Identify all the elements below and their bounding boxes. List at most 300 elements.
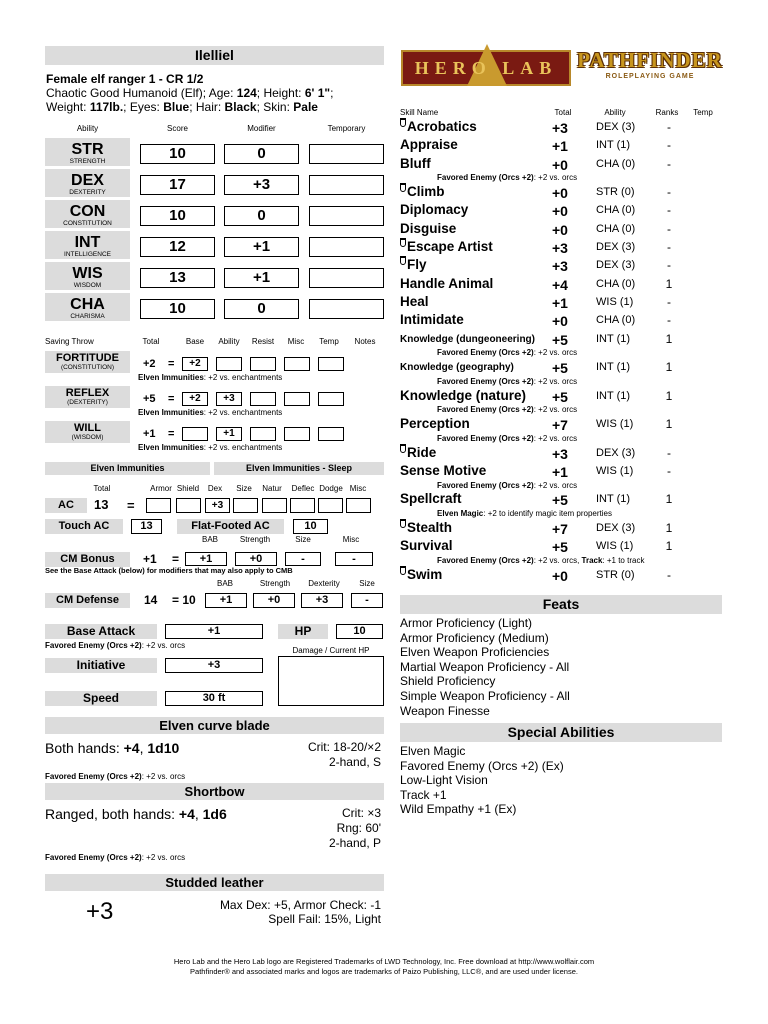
skill-total: +0 [552, 313, 568, 330]
weapon-attack-bonus: +4 [178, 806, 195, 822]
weapon-attack-line-elven-curve-blade [45, 740, 179, 756]
ability-full-name: DEXTERITY [69, 189, 106, 196]
save-header-notes: Notes [354, 337, 376, 346]
special-ability-item: Elven Magic [400, 744, 466, 758]
save-temp-will[interactable] [318, 427, 344, 441]
armor-check-penalty-icon [400, 566, 406, 575]
ability-abbr: CHA [70, 296, 105, 313]
cmd-size-box: - [351, 593, 383, 608]
weapon-handedness-shortbow: 2-hand, P [328, 836, 381, 850]
save-ability-fortitude [216, 357, 242, 371]
skill-note-knowledge-geography [437, 377, 577, 386]
ability-score-int: 12 [140, 237, 215, 257]
armor-stats-line-2: Spell Fail: 15%, Light [268, 912, 381, 926]
skill-name [400, 221, 456, 236]
weapon-note-text: : +2 vs. orcs [141, 853, 186, 862]
skill-name [400, 257, 427, 272]
skill-row-knowledge-nature [400, 388, 730, 406]
skill-name-text: Stealth [407, 519, 453, 535]
feat-item: Shield Proficiency [400, 674, 496, 689]
ability-score-wis: 13 [140, 268, 215, 288]
ability-score-dex: 17 [140, 175, 215, 195]
skill-name [400, 445, 436, 460]
skill-ability: INT (1) [596, 493, 631, 506]
save-note-will [138, 443, 282, 452]
save-total-fortitude: +2 [143, 358, 156, 370]
skill-name [400, 463, 486, 478]
armor-title: Studded leather [45, 874, 384, 891]
weapon-hands: Ranged, both hands: [45, 806, 179, 822]
skill-name [400, 312, 464, 327]
damage-current-hp-caption: Damage / Current HP [292, 646, 370, 655]
skill-name-text: Appraise [400, 137, 458, 153]
skill-note-text: : +2 vs. orcs [533, 173, 578, 183]
armor-check-penalty-icon [400, 183, 406, 192]
skill-total: +1 [552, 138, 568, 155]
skill-name [400, 239, 493, 254]
armor-check-penalty-icon [400, 256, 406, 265]
skill-row-spellcraft [400, 491, 730, 509]
skill-note-bluff [437, 173, 577, 182]
skill-name-text: Ride [407, 444, 437, 460]
skill-total: +5 [552, 331, 568, 348]
skill-total: +3 [552, 258, 568, 275]
skill-ability: DEX (3) [596, 241, 636, 253]
feat-item: Armor Proficiency (Light) [400, 616, 533, 630]
weapon-crit-shortbow: Crit: ×3 [341, 806, 381, 820]
ac-header-dodge: Dodge [319, 484, 343, 493]
skill-row-acrobatics [400, 119, 730, 137]
ac-equals: = [127, 498, 135, 513]
save-misc-will[interactable] [284, 427, 310, 441]
weapon-note-source: Favored Enemy (Orcs +2) [45, 772, 142, 781]
ability-temporary-dex[interactable] [309, 175, 384, 195]
skill-total: +4 [552, 276, 568, 293]
score-header: Score [167, 124, 188, 133]
save-total-will: +1 [143, 428, 156, 440]
cmd-dexterity-box: +3 [301, 593, 343, 608]
weapon-attack-line-shortbow [45, 806, 227, 822]
skill-total: +7 [552, 417, 568, 433]
save-base-reflex: +2 [182, 392, 208, 406]
skill-temp-header: Temp [693, 108, 713, 117]
skill-ability: INT (1) [596, 389, 631, 402]
skill-ability: CHA (0) [596, 222, 636, 235]
skill-name [400, 388, 526, 403]
skill-note-text-2: : +1 to track [602, 555, 645, 565]
skill-name-text: Acrobatics [407, 119, 477, 134]
weapon-hands: Both hands: [45, 740, 124, 756]
save-misc-reflex[interactable] [284, 392, 310, 406]
skill-name [400, 334, 535, 345]
appearance-line: Weight: 117lb.; Eyes: Blue; Hair: Black; Skin: Pale [46, 100, 318, 114]
pathfinder-logo [577, 46, 723, 88]
skill-row-appraise [400, 137, 730, 155]
character-summary [46, 72, 386, 114]
skill-name [400, 362, 514, 373]
ac-label: AC [45, 498, 87, 513]
feat-item: Armor Proficiency (Medium) [400, 630, 549, 645]
skill-ranks: - [667, 120, 671, 134]
skill-name [400, 491, 462, 506]
ac-header-natur: Natur [262, 484, 282, 493]
skill-ranks: - [667, 313, 671, 328]
skill-ranks: - [667, 240, 671, 254]
skill-note-text: : +2 vs. orcs [533, 480, 578, 490]
save-ability-reflex: +3 [216, 392, 242, 406]
ac-shield-box [176, 498, 201, 513]
save-name: FORTITUDE [56, 352, 119, 364]
ability-score-cha: 10 [140, 299, 215, 319]
skill-name-text: Heal [400, 293, 429, 309]
ac-header-dex: Dex [207, 484, 223, 493]
ability-temporary-cha[interactable] [309, 299, 384, 319]
ability-full-name: CONSTITUTION [63, 220, 112, 227]
armor-bonus: +3 [86, 898, 114, 925]
skill-ability: DEX (3) [596, 446, 636, 459]
skill-total: +5 [552, 492, 568, 509]
skill-note-text: : +2 vs. orcs [533, 348, 578, 358]
skill-name-text: Handle Animal [400, 275, 494, 291]
skill-note-source-2: Track [581, 555, 603, 565]
weapon-title-shortbow: Shortbow [45, 783, 384, 800]
feats-title: Feats [400, 595, 722, 614]
ability-full-name: INTELLIGENCE [64, 251, 111, 258]
modifier-header: Modifier [247, 124, 276, 133]
save-misc-fortitude[interactable] [284, 357, 310, 371]
skill-ranks: - [667, 258, 671, 273]
skill-name-header: Skill Name [400, 108, 439, 117]
skill-ranks: 1 [665, 417, 673, 431]
skill-ranks: 1 [665, 360, 673, 374]
skill-ranks: 1 [665, 276, 673, 291]
hero-lab-logo-text: HERO LAB [414, 58, 558, 78]
save-note-source: Elven Immunities [138, 443, 204, 452]
ability-abbr: CON [69, 203, 106, 220]
speed-label: Speed [45, 691, 157, 706]
skill-note-source: Favored Enemy (Orcs +2) [437, 433, 534, 443]
hp-value: 10 [336, 624, 383, 639]
skill-row-swim [400, 567, 730, 585]
ability-modifier-dex: +3 [224, 175, 299, 195]
footer-trademark-2: Pathfinder® and associated marks and logos are trademarks of Paizo Publishing, LLC®, and are used under license. [190, 967, 578, 976]
skill-total: +7 [552, 520, 568, 537]
ability-temporary-wis[interactable] [309, 268, 384, 288]
ac-deflection-box [290, 498, 315, 513]
special-ability-item: Low-Light Vision [400, 773, 488, 788]
skill-name [400, 184, 445, 199]
special-ability-item: Favored Enemy (Orcs +2) (Ex) [400, 758, 564, 773]
cmb-misc-box: - [335, 552, 373, 566]
skill-row-intimidate [400, 312, 730, 330]
skill-ranks: - [667, 156, 671, 171]
footer-trademark-1: Hero Lab and the Hero Lab logo are Registered Trademarks of LWD Technology, Inc. Free download at http://www.wolflair.com [173, 957, 595, 966]
skill-ability: INT (1) [596, 332, 631, 345]
skill-note-source: Favored Enemy (Orcs +2) [437, 480, 534, 490]
skill-name-text: Swim [407, 566, 443, 582]
save-ability-name: (WISDOM) [71, 434, 104, 441]
save-base-will [182, 427, 208, 441]
flat-footed-ac-label: Flat-Footed AC [177, 519, 284, 534]
skill-note-source: Favored Enemy (Orcs +2) [437, 555, 534, 565]
weapon-handedness-elven-curve-blade: 2-hand, S [328, 755, 381, 769]
skill-ranks: - [667, 445, 671, 460]
skill-row-knowledge-dungeoneering [400, 331, 730, 349]
elven-immunities-bar: Elven Immunities [45, 462, 210, 475]
cmb-bab-header: BAB [201, 535, 218, 544]
skill-total: +1 [552, 463, 568, 480]
save-header-resist: Resist [251, 337, 275, 346]
save-note-text: : +2 vs. enchantments [203, 408, 283, 417]
skill-ranks: 1 [665, 539, 673, 554]
cm-defense-total: 14 [144, 593, 158, 607]
skill-ranks: - [667, 463, 671, 478]
skill-name [400, 156, 431, 171]
weapon-separator: , [139, 740, 148, 756]
skill-note-text: : +2 vs. orcs, [533, 555, 582, 565]
weapon-note-elven-curve-blade [45, 772, 185, 781]
skill-name-text: Escape Artist [407, 239, 493, 254]
skill-total: +5 [552, 539, 568, 556]
ability-modifier-con: 0 [224, 206, 299, 226]
temporary-header: Temporary [327, 124, 366, 133]
skill-ranks: - [667, 567, 671, 582]
save-header-ability: Ability [218, 337, 240, 346]
cmd-bab-header: BAB [216, 579, 233, 588]
damage-current-hp-box[interactable] [278, 656, 384, 706]
skill-row-survival [400, 538, 730, 556]
special-ability-item: Wild Empathy +1 (Ex) [400, 802, 517, 817]
skill-note-survival [437, 556, 644, 565]
armor-check-penalty-icon [400, 444, 406, 453]
skill-name [400, 416, 470, 431]
weapon-note-text: : +2 vs. orcs [141, 772, 186, 781]
ac-natural-box [262, 498, 287, 513]
ability-abbr: DEX [71, 172, 104, 189]
skill-note-text: : +2 vs. orcs [533, 376, 578, 386]
skill-name-text: Fly [407, 257, 427, 273]
touch-ac-label: Touch AC [45, 519, 123, 534]
save-temp-reflex[interactable] [318, 392, 344, 406]
weapon-crit-elven-curve-blade: Crit: 18-20/×2 [307, 740, 381, 754]
skill-row-ride [400, 445, 730, 463]
cmd-dexterity-header: Dexterity [308, 579, 340, 588]
base-attack-label: Base Attack [45, 624, 157, 639]
skill-row-disguise [400, 221, 730, 239]
weapon-damage: 1d10 [147, 740, 180, 756]
skill-total-header: Total [554, 108, 572, 117]
cm-defense-equals: = 10 [172, 593, 196, 607]
skill-name [400, 520, 452, 535]
save-header-base: Base [185, 337, 205, 346]
hp-label: HP [278, 624, 328, 639]
skill-ranks: - [667, 185, 671, 200]
cmb-misc-header: Misc [342, 535, 360, 544]
save-note-reflex [138, 408, 282, 417]
cmb-size-header: Size [295, 535, 311, 544]
skill-name [400, 276, 493, 291]
special-ability-item: Track +1 [400, 787, 447, 802]
save-resist-reflex[interactable] [250, 392, 276, 406]
initiative-label: Initiative [45, 658, 157, 673]
armor-check-penalty-icon [400, 118, 406, 127]
skill-ranks: - [667, 221, 671, 236]
cmb-note: See the Base Attack (below) for modifiers that may also apply to CMB [45, 566, 293, 575]
cmd-strength-header: Strength [259, 579, 291, 588]
ability-full-name: CHARISMA [70, 313, 105, 320]
skill-name-text: Climb [407, 184, 445, 200]
skill-ranks-header: Ranks [655, 108, 679, 117]
cm-defense-label: CM Defense [45, 593, 130, 608]
skill-ranks: - [667, 294, 671, 309]
skill-ability: STR (0) [596, 186, 635, 199]
pathfinder-logo-text: PATHFINDER [577, 48, 723, 72]
save-note-fortitude [138, 373, 282, 382]
ac-misc-box [346, 498, 371, 513]
save-total-reflex: +5 [143, 393, 156, 405]
skill-ranks: - [667, 203, 671, 218]
ac-header-armor: Armor [150, 484, 172, 493]
armor-check-penalty-icon [400, 519, 406, 528]
skill-total: +0 [552, 185, 568, 202]
elven-immunities-sleep-bar: Elven Immunities - Sleep [214, 462, 384, 475]
skill-ability: WIS (1) [596, 418, 634, 430]
skill-ability: CHA (0) [596, 157, 636, 170]
armor-stats-line-1: Max Dex: +5, Armor Check: -1 [219, 898, 381, 912]
weapon-note-shortbow [45, 853, 185, 862]
ac-header-size: Size [236, 484, 252, 493]
ability-modifier-str: 0 [224, 144, 299, 164]
save-header-temp: Temp [319, 337, 339, 346]
skill-total: +3 [552, 240, 568, 256]
ability-label-dex [45, 169, 130, 197]
ac-header-total: Total [93, 484, 111, 493]
speed-value: 30 ft [165, 691, 263, 706]
ability-label-int [45, 231, 130, 259]
skill-name-text: Knowledge (dungeoneering) [400, 333, 535, 345]
ability-modifier-cha: 0 [224, 299, 299, 319]
weapon-range-shortbow: Rng: 60' [336, 821, 381, 835]
save-ability-will: +1 [216, 427, 242, 441]
cmd-bab-box: +1 [205, 593, 247, 608]
skill-ranks: 1 [665, 520, 673, 535]
skill-row-bluff [400, 156, 730, 174]
save-equals-reflex: = [168, 393, 175, 405]
save-name: WILL [74, 422, 101, 434]
skill-note-sense-motive [437, 481, 577, 490]
ability-full-name: STRENGTH [69, 158, 106, 165]
ability-header: Ability [76, 124, 99, 133]
skill-note-text: : +2 vs. orcs [533, 405, 578, 415]
save-equals-will: = [168, 428, 175, 440]
ability-temporary-str[interactable] [309, 144, 384, 164]
ability-score-con: 10 [140, 206, 215, 226]
save-note-text: : +2 vs. enchantments [203, 443, 283, 452]
skill-row-knowledge-geography [400, 359, 730, 377]
ac-header-shield: Shield [176, 484, 200, 493]
ac-header-misc: Misc [349, 484, 367, 493]
skill-ability: INT (1) [596, 139, 631, 152]
cmd-size-header: Size [359, 579, 375, 588]
skill-name-text: Bluff [400, 155, 431, 171]
skill-note-knowledge-nature [437, 405, 577, 414]
skill-ability: WIS (1) [596, 464, 634, 477]
skill-total: +0 [552, 203, 568, 220]
skill-ability: CHA (0) [596, 277, 636, 290]
skill-name [400, 294, 429, 309]
skill-name [400, 119, 477, 134]
skill-ability: WIS (1) [596, 295, 634, 308]
skill-total: +0 [552, 156, 568, 173]
skill-note-source: Favored Enemy (Orcs +2) [437, 376, 534, 386]
cm-bonus-total: +1 [143, 552, 157, 566]
skill-name-text: Spellcraft [400, 491, 462, 507]
ability-temporary-int[interactable] [309, 237, 384, 257]
ability-label-con [45, 200, 130, 228]
skill-name-text: Perception [400, 416, 470, 431]
skill-name-text: Sense Motive [400, 462, 487, 478]
skill-note-source: Favored Enemy (Orcs +2) [437, 348, 534, 358]
cmb-size-box: - [285, 552, 321, 566]
save-note-source: Elven Immunities [138, 373, 204, 382]
skill-note-perception [437, 434, 577, 443]
skill-note-knowledge-dungeoneering [437, 348, 577, 357]
ac-size-box [233, 498, 258, 513]
feat-item: Elven Weapon Proficiencies [400, 645, 550, 660]
save-temp-fortitude[interactable] [318, 357, 344, 371]
ability-temporary-con[interactable] [309, 206, 384, 226]
ability-full-name: WISDOM [73, 282, 102, 289]
weapon-damage: 1d6 [202, 806, 227, 822]
cmd-strength-box: +0 [253, 593, 295, 608]
skill-ability: DEX (3) [596, 521, 636, 534]
skill-total: +5 [552, 388, 568, 405]
skill-ability: CHA (0) [596, 204, 636, 217]
save-header-misc: Misc [287, 337, 305, 346]
ability-score-str: 10 [140, 144, 215, 164]
skill-name [400, 538, 453, 553]
ability-label-wis [45, 262, 130, 290]
skill-ranks: - [667, 138, 671, 153]
skill-row-heal [400, 294, 730, 312]
base-attack-note: Favored Enemy (Orcs +2): +2 vs. orcs [45, 641, 186, 650]
skill-total: +3 [552, 120, 568, 136]
ability-label-str [45, 138, 130, 166]
save-resist-fortitude[interactable] [250, 357, 276, 371]
skill-row-fly [400, 257, 730, 275]
skill-total: +1 [552, 294, 568, 311]
skill-name-text: Intimidate [400, 312, 464, 328]
skill-name [400, 567, 442, 582]
skill-total: +0 [552, 567, 568, 584]
ability-abbr: INT [74, 234, 101, 251]
skill-note-text: : +2 to identify magic item properties [483, 509, 612, 519]
save-ability-name: (CONSTITUTION) [60, 364, 115, 371]
skill-row-climb [400, 184, 730, 202]
hero-lab-logo [401, 50, 571, 86]
skill-ability: CHA (0) [596, 314, 636, 327]
save-equals-fortitude: = [168, 358, 175, 370]
ac-armor-box [146, 498, 171, 513]
cm-bonus-label: CM Bonus [45, 552, 130, 567]
skill-ranks: 1 [665, 331, 673, 346]
cmb-strength-header: Strength [239, 535, 271, 544]
skill-ability: WIS (1) [596, 540, 634, 553]
weapon-title-elven-curve-blade: Elven curve blade [45, 717, 384, 734]
ability-label-cha [45, 293, 130, 321]
skill-note-source: Favored Enemy (Orcs +2) [437, 405, 534, 415]
save-resist-will[interactable] [250, 427, 276, 441]
